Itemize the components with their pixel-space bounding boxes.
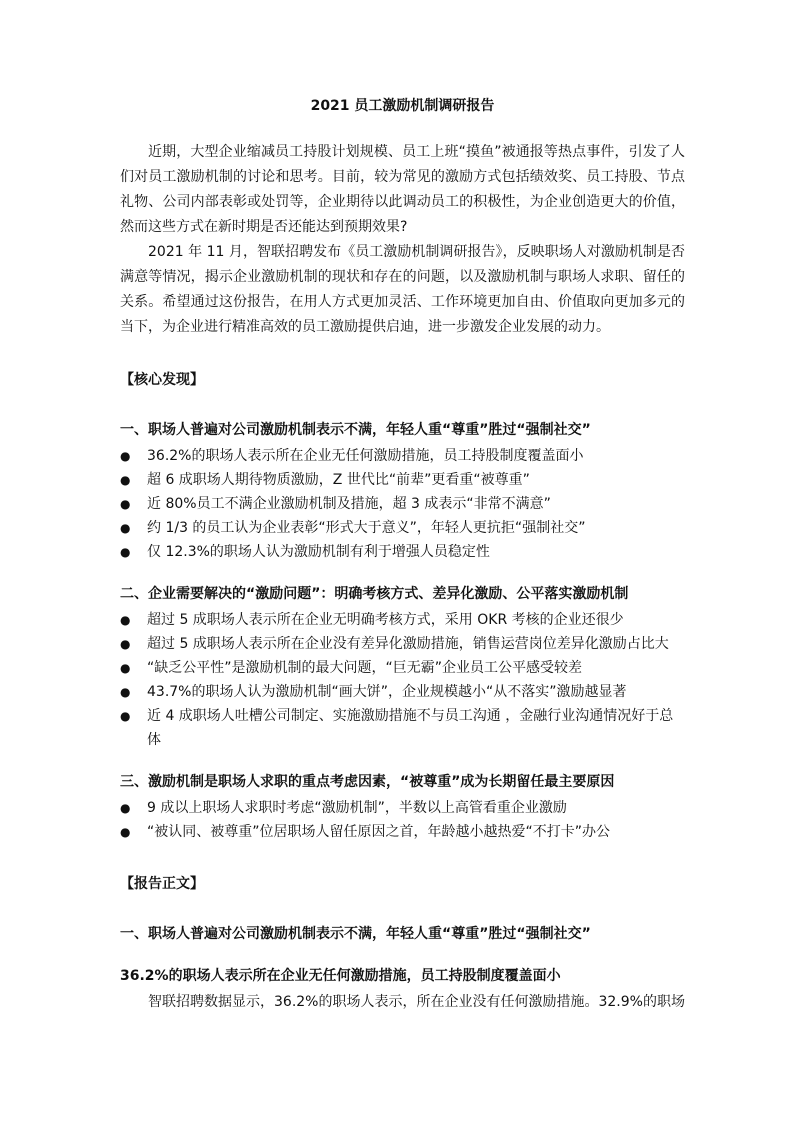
- bullet-item: [120, 516, 685, 540]
- intro-paragraph: 近期，大型企业缩减员工持股计划规模、员工上班“摸鱼”被通报等热点事件，引发了人们对员工激励机制的讨论和思考。目前，较为常见的激励方式包括绩效奖、员工持股、节点礼物、公司内部表彰或处罚等，企业期待以此调动员工的积极性，为企业创造更大的价值，然而这些方式在新时期是否还能达到预期效果?: [120, 144, 685, 235]
- bullet-icon: ●: [120, 473, 131, 487]
- bullet-item: [120, 632, 685, 656]
- body-subheading: 36.2%的职场人表示所在企业无任何激励措施，员工持股制度覆盖面小: [120, 968, 561, 984]
- core-findings-label: 【核心发现】: [120, 372, 204, 388]
- document-title: 2021 员工激励机制调研报告: [310, 98, 495, 114]
- document-page: [120, 96, 685, 1015]
- finding-heading: 二、企业需要解决的“激励问题”：明确考核方式、差异化激励、公平落实激励机制: [120, 586, 629, 602]
- bullet-item: [120, 468, 685, 492]
- bullet-list: [120, 796, 685, 844]
- bullet-item: [120, 680, 685, 704]
- bullet-text: “缺乏公平性”是激励机制的最大问题，“巨无霸”企业员工公平感受较差: [147, 660, 583, 676]
- bullet-icon: ●: [120, 497, 131, 511]
- bullet-icon: ●: [120, 449, 131, 463]
- body-paragraph: 智联招聘数据显示，36.2%的职场人表示，所在企业没有任何激励措施。32.9%的职场: [148, 994, 685, 1010]
- bullet-text: 近 4 成职场人吐槽公司制定、实施激励措施不与员工沟通 ，金融行业沟通情况好于总体: [147, 708, 674, 748]
- body-heading: 一、职场人普遍对公司激励机制表示不满，年轻人重“尊重”胜过“强制社交”: [120, 926, 591, 942]
- bullet-list: [120, 608, 685, 752]
- bullet-icon: ●: [120, 685, 131, 699]
- finding-section: [120, 772, 685, 844]
- bullet-text: 近 80%员工不满企业激励机制及措施，超 3 成表示“非常不满意”: [147, 496, 551, 512]
- bullet-item: [120, 540, 685, 564]
- bullet-icon: ●: [120, 825, 131, 839]
- bullet-item: [120, 608, 685, 632]
- bullet-item: [120, 492, 685, 516]
- bullet-icon: ●: [120, 521, 131, 535]
- bullet-list: [120, 444, 685, 564]
- bullet-item: [120, 656, 685, 680]
- finding-heading: 三、激励机制是职场人求职的重点考虑因素，“被尊重”成为长期留任最主要原因: [120, 774, 615, 790]
- bullet-text: 超过 5 成职场人表示所在企业没有差异化激励措施，销售运营岗位差异化激励占比大: [147, 636, 669, 652]
- bullet-text: 超 6 成职场人期待物质激励，Z 世代比“前辈”更看重“被尊重”: [147, 472, 530, 488]
- bullet-item: [120, 704, 685, 752]
- report-body-label: 【报告正文】: [120, 876, 204, 892]
- bullet-icon: ●: [120, 709, 131, 723]
- bullet-text: 约 1/3 的员工认为企业表彰“形式大于意义”，年轻人更抗拒“强制社交”: [147, 520, 586, 536]
- bullet-text: 9 成以上职场人求职时考虑“激励机制”，半数以上高管看重企业激励: [147, 800, 567, 816]
- bullet-text: 36.2%的职场人表示所在企业无任何激励措施，员工持股制度覆盖面小: [147, 448, 584, 464]
- bullet-icon: ●: [120, 661, 131, 675]
- bullet-item: [120, 820, 685, 844]
- bullet-text: 仅 12.3%的职场人认为激励机制有利于增强人员稳定性: [147, 544, 490, 560]
- bullet-item: [120, 796, 685, 820]
- bullet-item: [120, 444, 685, 468]
- finding-section: [120, 584, 685, 752]
- bullet-icon: ●: [120, 545, 131, 559]
- bullet-icon: ●: [120, 801, 131, 815]
- finding-section: [120, 420, 685, 564]
- bullet-text: 43.7%的职场人认为激励机制“画大饼”，企业规模越小“从不落实”激励越显著: [147, 684, 627, 700]
- finding-heading: 一、职场人普遍对公司激励机制表示不满，年轻人重“尊重”胜过“强制社交”: [120, 422, 591, 438]
- bullet-text: “被认同、被尊重”位居职场人留任原因之首，年龄越小越热爱“不打卡”办公: [147, 824, 611, 840]
- bullet-text: 超过 5 成职场人表示所在企业无明确考核方式，采用 OKR 考核的企业还很少: [147, 612, 624, 628]
- bullet-icon: ●: [120, 613, 131, 627]
- bullet-icon: ●: [120, 637, 131, 651]
- intro-paragraph: 2021 年 11 月，智联招聘发布《员工激励机制调研报告》，反映职场人对激励机制是否满意等情况，揭示企业激励机制的现状和存在的问题，以及激励机制与职场人求职、留任的关系。希望通过这份报告，在用人方式更加灵活、工作环境更加自由、价值取向更加多元的当下，为企业进行精准高效的员工激励提供启迪，进一步激发企业发展的动力。: [120, 244, 685, 335]
